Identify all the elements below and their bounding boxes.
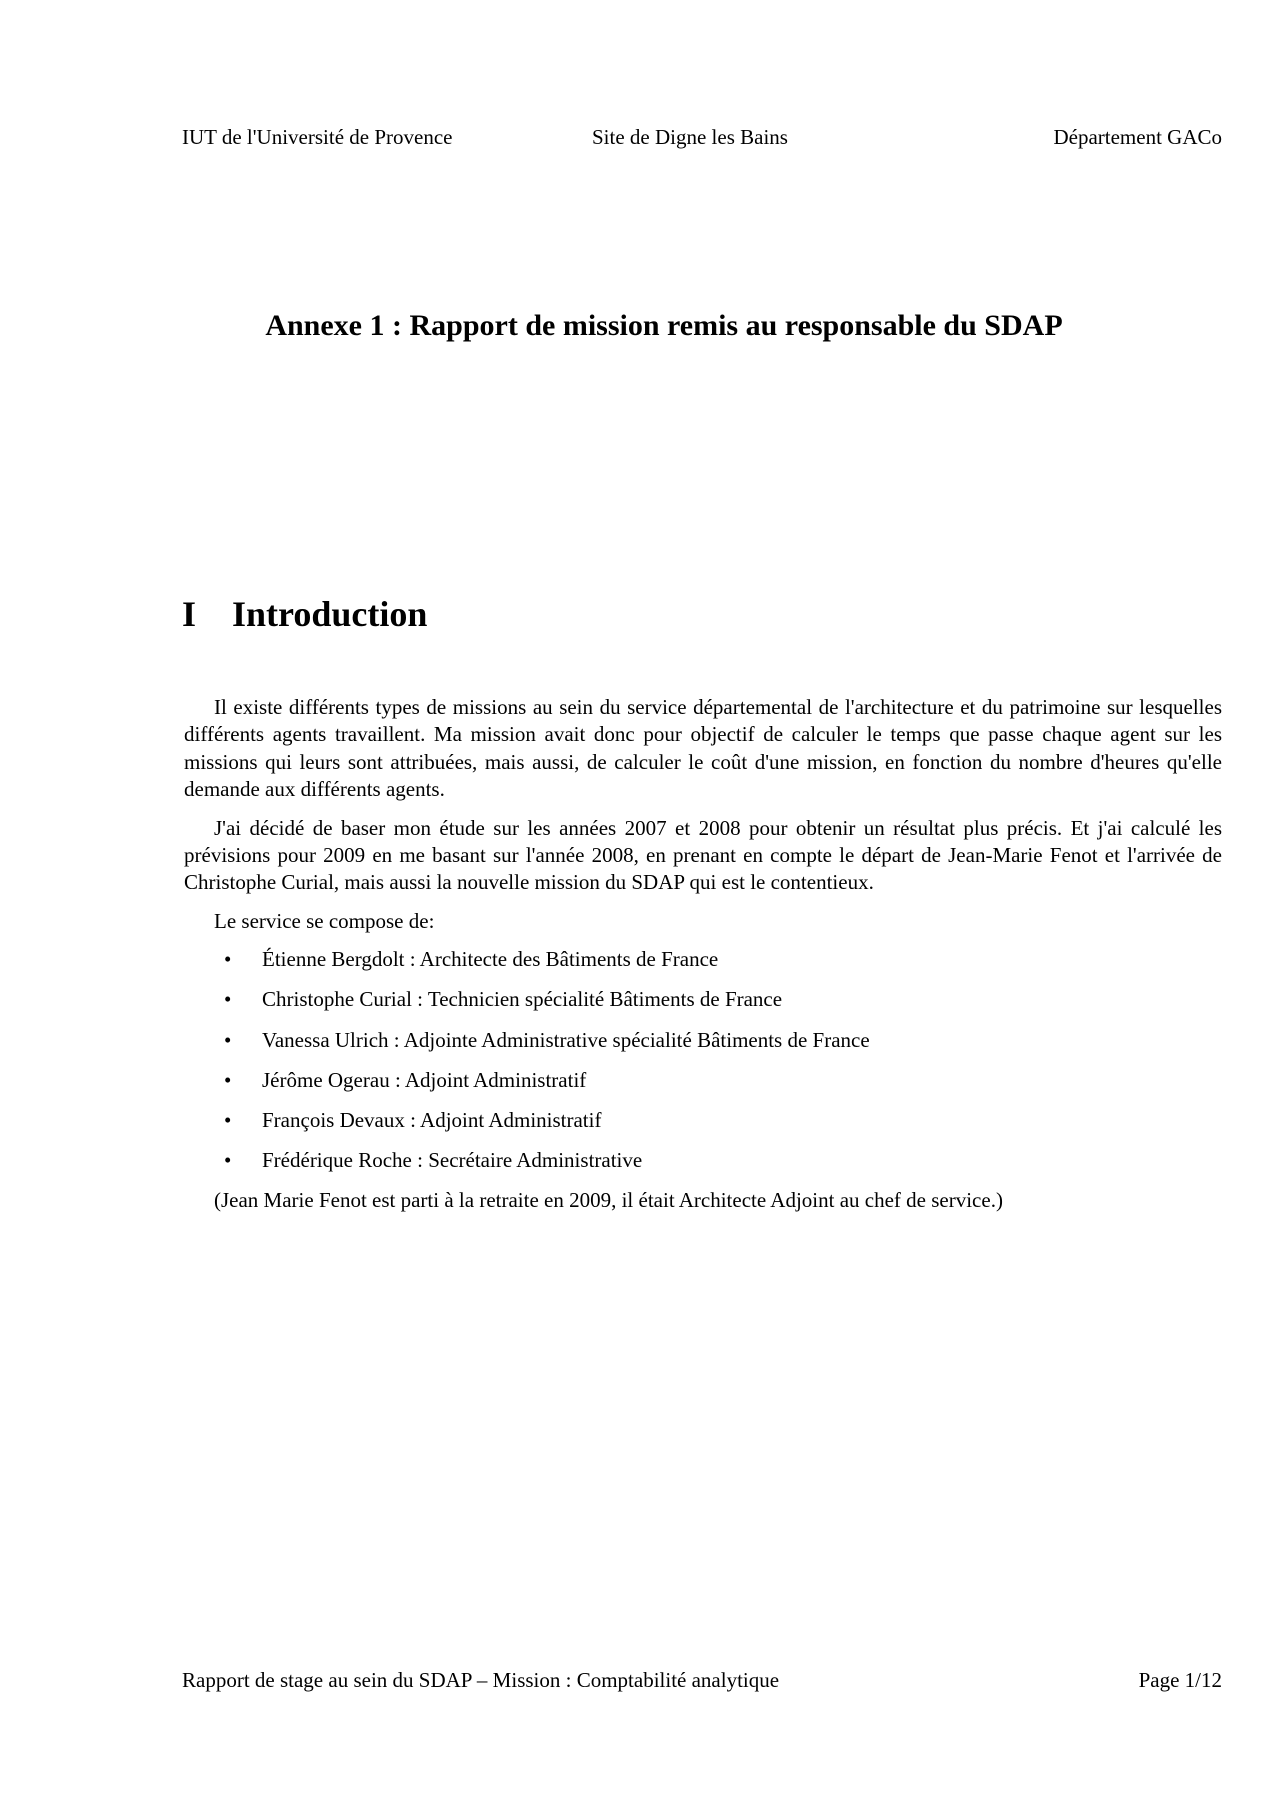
bullet-icon: • xyxy=(224,987,232,1012)
bullet-icon: • xyxy=(224,1148,232,1173)
bullet-icon: • xyxy=(224,947,232,972)
annex-title-text: Annexe 1 : Rapport de mission remis au responsable du SDAP xyxy=(265,309,1063,342)
staff-member: Vanessa Ulrich : Adjointe Administrative spécialité Bâtiments de France xyxy=(262,1027,870,1052)
header-institution: IUT de l'Université de Provence xyxy=(182,125,453,149)
section-title: Introduction xyxy=(232,594,428,634)
section-number: I xyxy=(182,594,197,634)
list-item xyxy=(184,946,1222,973)
section-heading xyxy=(182,591,427,637)
list-item xyxy=(184,1067,1222,1094)
staff-member: Frédérique Roche : Secrétaire Administrative xyxy=(262,1148,643,1173)
paragraph-intro: Il existe différents types de missions au sein du service départemental de l'architecture et du patrimoine sur lesquelles différents agents travaillent. Ma mission avait donc pour objectif de calculer le temps que passe chaque agent sur les missions qui leurs sont attribuées, mais aussi, de calculer le coût d'une mission, en fonction du nombre d'heures qu'elle demande aux différents agents. xyxy=(184,695,1222,802)
staff-member: Christophe Curial : Technicien spécialité Bâtiments de France xyxy=(262,987,783,1012)
list-item xyxy=(184,1027,1222,1054)
staff-member: Étienne Bergdolt : Architecte des Bâtiments de France xyxy=(262,947,719,972)
header-department: Département GACo xyxy=(1053,125,1222,149)
bullet-icon: • xyxy=(224,1067,232,1092)
staff-list xyxy=(184,946,1222,1174)
page-header xyxy=(182,122,1222,152)
annex-title xyxy=(0,306,1280,346)
page-footer xyxy=(182,1665,1222,1695)
list-item xyxy=(184,1107,1222,1134)
paragraph-closing-note: (Jean Marie Fenot est parti à la retraite en 2009, il était Architecte Adjoint au chef de service.) xyxy=(214,1188,1003,1213)
body-text xyxy=(184,694,1222,1226)
list-item xyxy=(184,1147,1222,1174)
header-site: Site de Digne les Bains xyxy=(592,125,788,149)
footer-page-number: Page 1/12 xyxy=(1138,1668,1222,1692)
bullet-icon: • xyxy=(224,1108,232,1133)
bullet-icon: • xyxy=(224,1027,232,1052)
list-item xyxy=(184,986,1222,1013)
paragraph-study: J'ai décidé de baser mon étude sur les années 2007 et 2008 pour obtenir un résultat plus précis. Et j'ai calculé les prévisions pour 2009 en me basant sur l'année 2008, en prenant en compte le départ de Jean-Marie Fenot et l'arrivée de Christophe Curial, mais aussi la nouvelle mission du SDAP qui est le contentieux. xyxy=(184,815,1222,895)
staff-member: François Devaux : Adjoint Administratif xyxy=(262,1108,602,1133)
staff-member: Jérôme Ogerau : Adjoint Administratif xyxy=(262,1067,587,1092)
paragraph-service-intro: Le service se compose de: xyxy=(214,908,435,933)
footer-report-title: Rapport de stage au sein du SDAP – Mission : Comptabilité analytique xyxy=(182,1668,780,1692)
